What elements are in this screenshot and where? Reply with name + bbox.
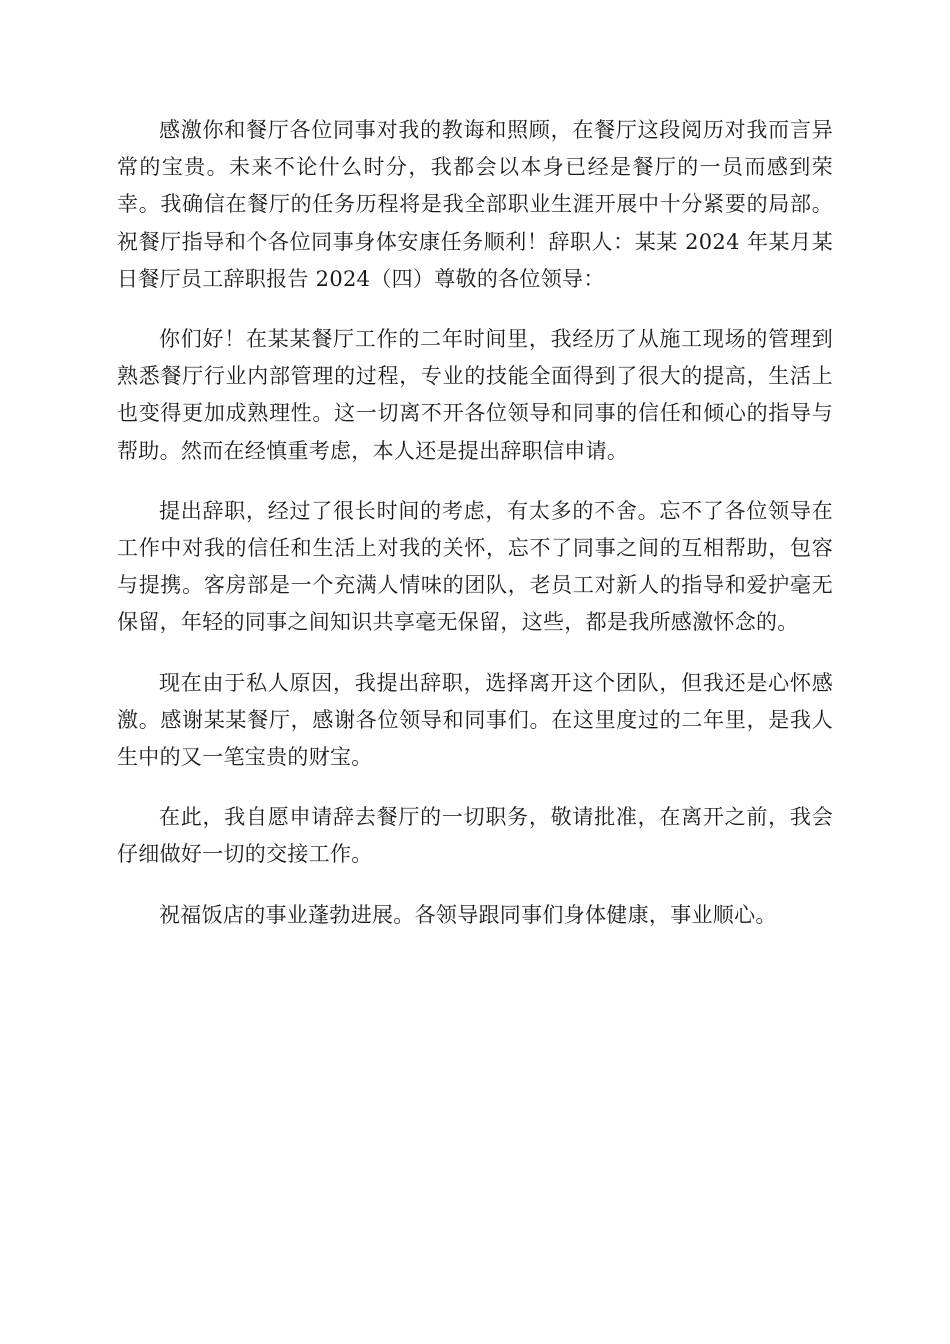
- paragraph: 在此，我自愿申请辞去餐厅的一切职务，敬请批准，在离开之前，我会仔细做好一切的交接工作。: [117, 805, 833, 867]
- document-body: [117, 112, 833, 957]
- paragraph: 感激你和餐厅各位同事对我的教诲和照顾，在餐厅这段阅历对我而言异常的宝贵。未来不论什么时分，我都会以本身已经是餐厅的一员而感到荣幸。我确信在餐厅的任务历程将是我全部职业生涯开展中十分紧要的局部。祝餐厅指导和个各位同事身体安康任务顺利！辞职人：某某 2024 年某月某日餐厅员工辞职报告 2024（四）尊敬的各位领导：: [117, 118, 833, 291]
- paragraph: 祝福饭店的事业蓬勃进展。各领导跟同事们身体健康，事业顺心。: [159, 902, 777, 927]
- paragraph: 提出辞职，经过了很长时间的考虑，有太多的不舍。忘不了各位领导在工作中对我的信任和生活上对我的关怀，忘不了同事之间的互相帮助，包容与提携。客房部是一个充满人情味的团队，老员工对新人的指导和爱护毫无保留，年轻的同事之间知识共享毫无保留，这些，都是我所感激怀念的。: [117, 498, 833, 635]
- paragraph: 你们好！在某某餐厅工作的二年时间里，我经历了从施工现场的管理到熟悉餐厅行业内部管理的过程，专业的技能全面得到了很大的提高，生活上也变得更加成熟理性。这一切离不开各位领导和同事的信任和倾心的指导与帮助。然而在经慎重考虑，本人还是提出辞职信申请。: [117, 327, 833, 463]
- paragraph: 现在由于私人原因，我提出辞职，选择离开这个团队，但我还是心怀感激。感谢某某餐厅，感谢各位领导和同事们。在这里度过的二年里，是我人生中的又一笔宝贵的财宝。: [117, 670, 833, 770]
